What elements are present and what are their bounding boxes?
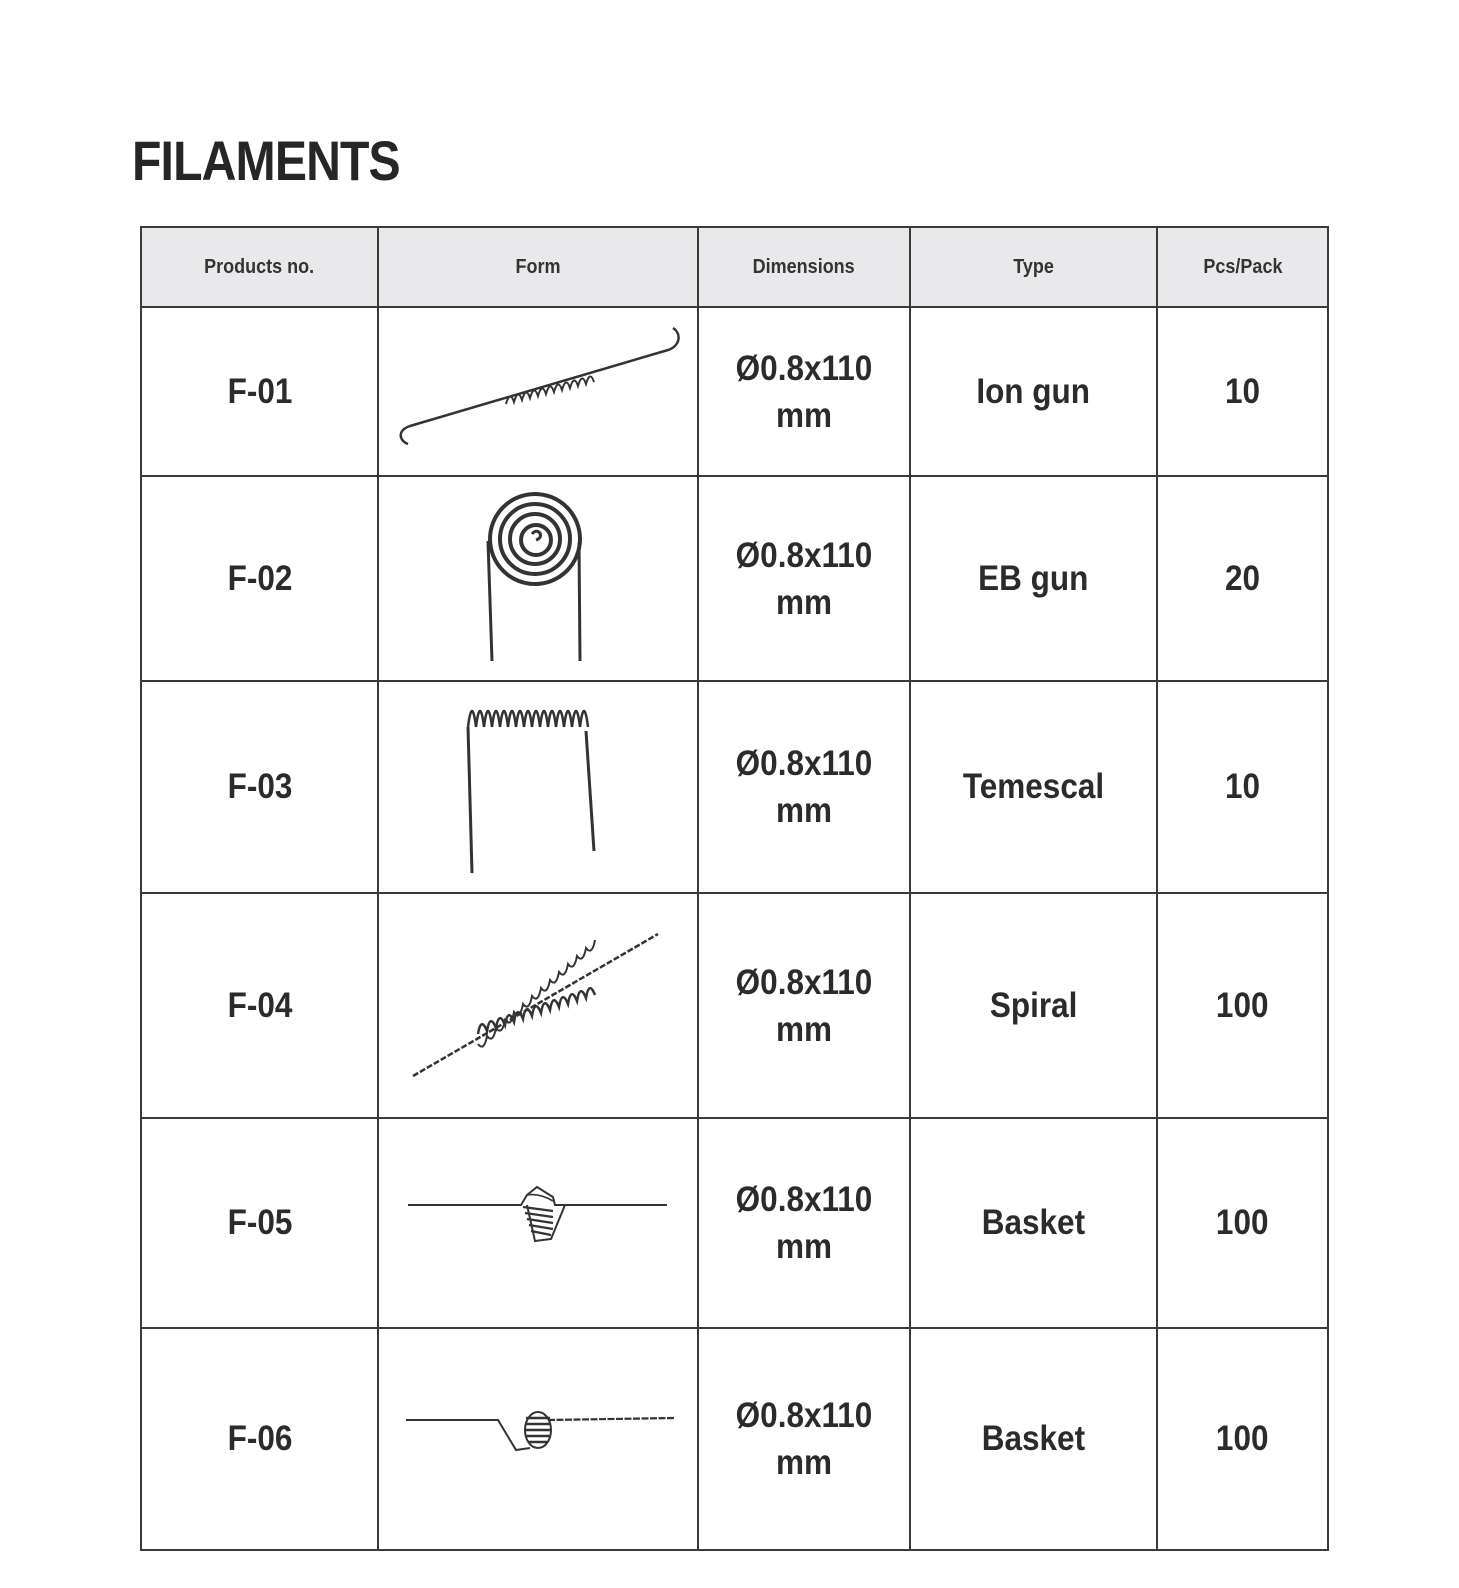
pcs-pack-cell: 20 (1157, 476, 1328, 681)
type-cell: Temescal (910, 681, 1157, 893)
twisted-spiral-filament-icon (408, 926, 668, 1086)
form-cell (378, 1328, 698, 1550)
dimensions-cell: Ø0.8x110mm (698, 307, 910, 476)
type-cell: EB gun (910, 476, 1157, 681)
side-basket-filament-icon (398, 1404, 678, 1474)
form-cell (378, 476, 698, 681)
dimensions-cell: Ø0.8x110mm (698, 681, 910, 893)
type-cell: Spiral (910, 893, 1157, 1118)
page-title: FILAMENTS (132, 129, 400, 192)
product-no-cell: F-05 (141, 1118, 378, 1328)
filaments-table (140, 226, 1329, 1551)
form-cell (378, 307, 698, 476)
type-cell: Ion gun (910, 307, 1157, 476)
spiral-filament-icon (438, 491, 638, 666)
header-pcs-pack: Pcs/Pack (1157, 227, 1328, 307)
product-no-cell: F-06 (141, 1328, 378, 1550)
header-form: Form (378, 227, 698, 307)
product-no-cell: F-01 (141, 307, 378, 476)
table-row (141, 476, 1328, 681)
pcs-pack-cell: 100 (1157, 1118, 1328, 1328)
header-dimensions: Dimensions (698, 227, 910, 307)
dimensions-cell: Ø0.8x110mm (698, 1328, 910, 1550)
table-row (141, 307, 1328, 476)
form-cell (378, 893, 698, 1118)
type-cell: Basket (910, 1328, 1157, 1550)
product-no-cell: F-04 (141, 893, 378, 1118)
table-row (141, 1118, 1328, 1328)
pcs-pack-cell: 10 (1157, 681, 1328, 893)
type-cell: Basket (910, 1118, 1157, 1328)
product-no-cell: F-02 (141, 476, 378, 681)
form-cell (378, 681, 698, 893)
pcs-pack-cell: 100 (1157, 1328, 1328, 1550)
straight-coil-filament-icon (388, 322, 688, 462)
dimensions-cell: Ø0.8x110mm (698, 893, 910, 1118)
table-row (141, 681, 1328, 893)
table-row (141, 893, 1328, 1118)
conical-basket-filament-icon (403, 1183, 673, 1263)
header-products-no: Products no. (141, 227, 378, 307)
header-type: Type (910, 227, 1157, 307)
form-cell (378, 1118, 698, 1328)
dimensions-cell: Ø0.8x110mm (698, 476, 910, 681)
pcs-pack-cell: 10 (1157, 307, 1328, 476)
pcs-pack-cell: 100 (1157, 893, 1328, 1118)
hairpin-coil-filament-icon (438, 697, 638, 877)
dimensions-cell: Ø0.8x110mm (698, 1118, 910, 1328)
table-header-row (141, 227, 1328, 307)
product-no-cell: F-03 (141, 681, 378, 893)
table-row (141, 1328, 1328, 1550)
